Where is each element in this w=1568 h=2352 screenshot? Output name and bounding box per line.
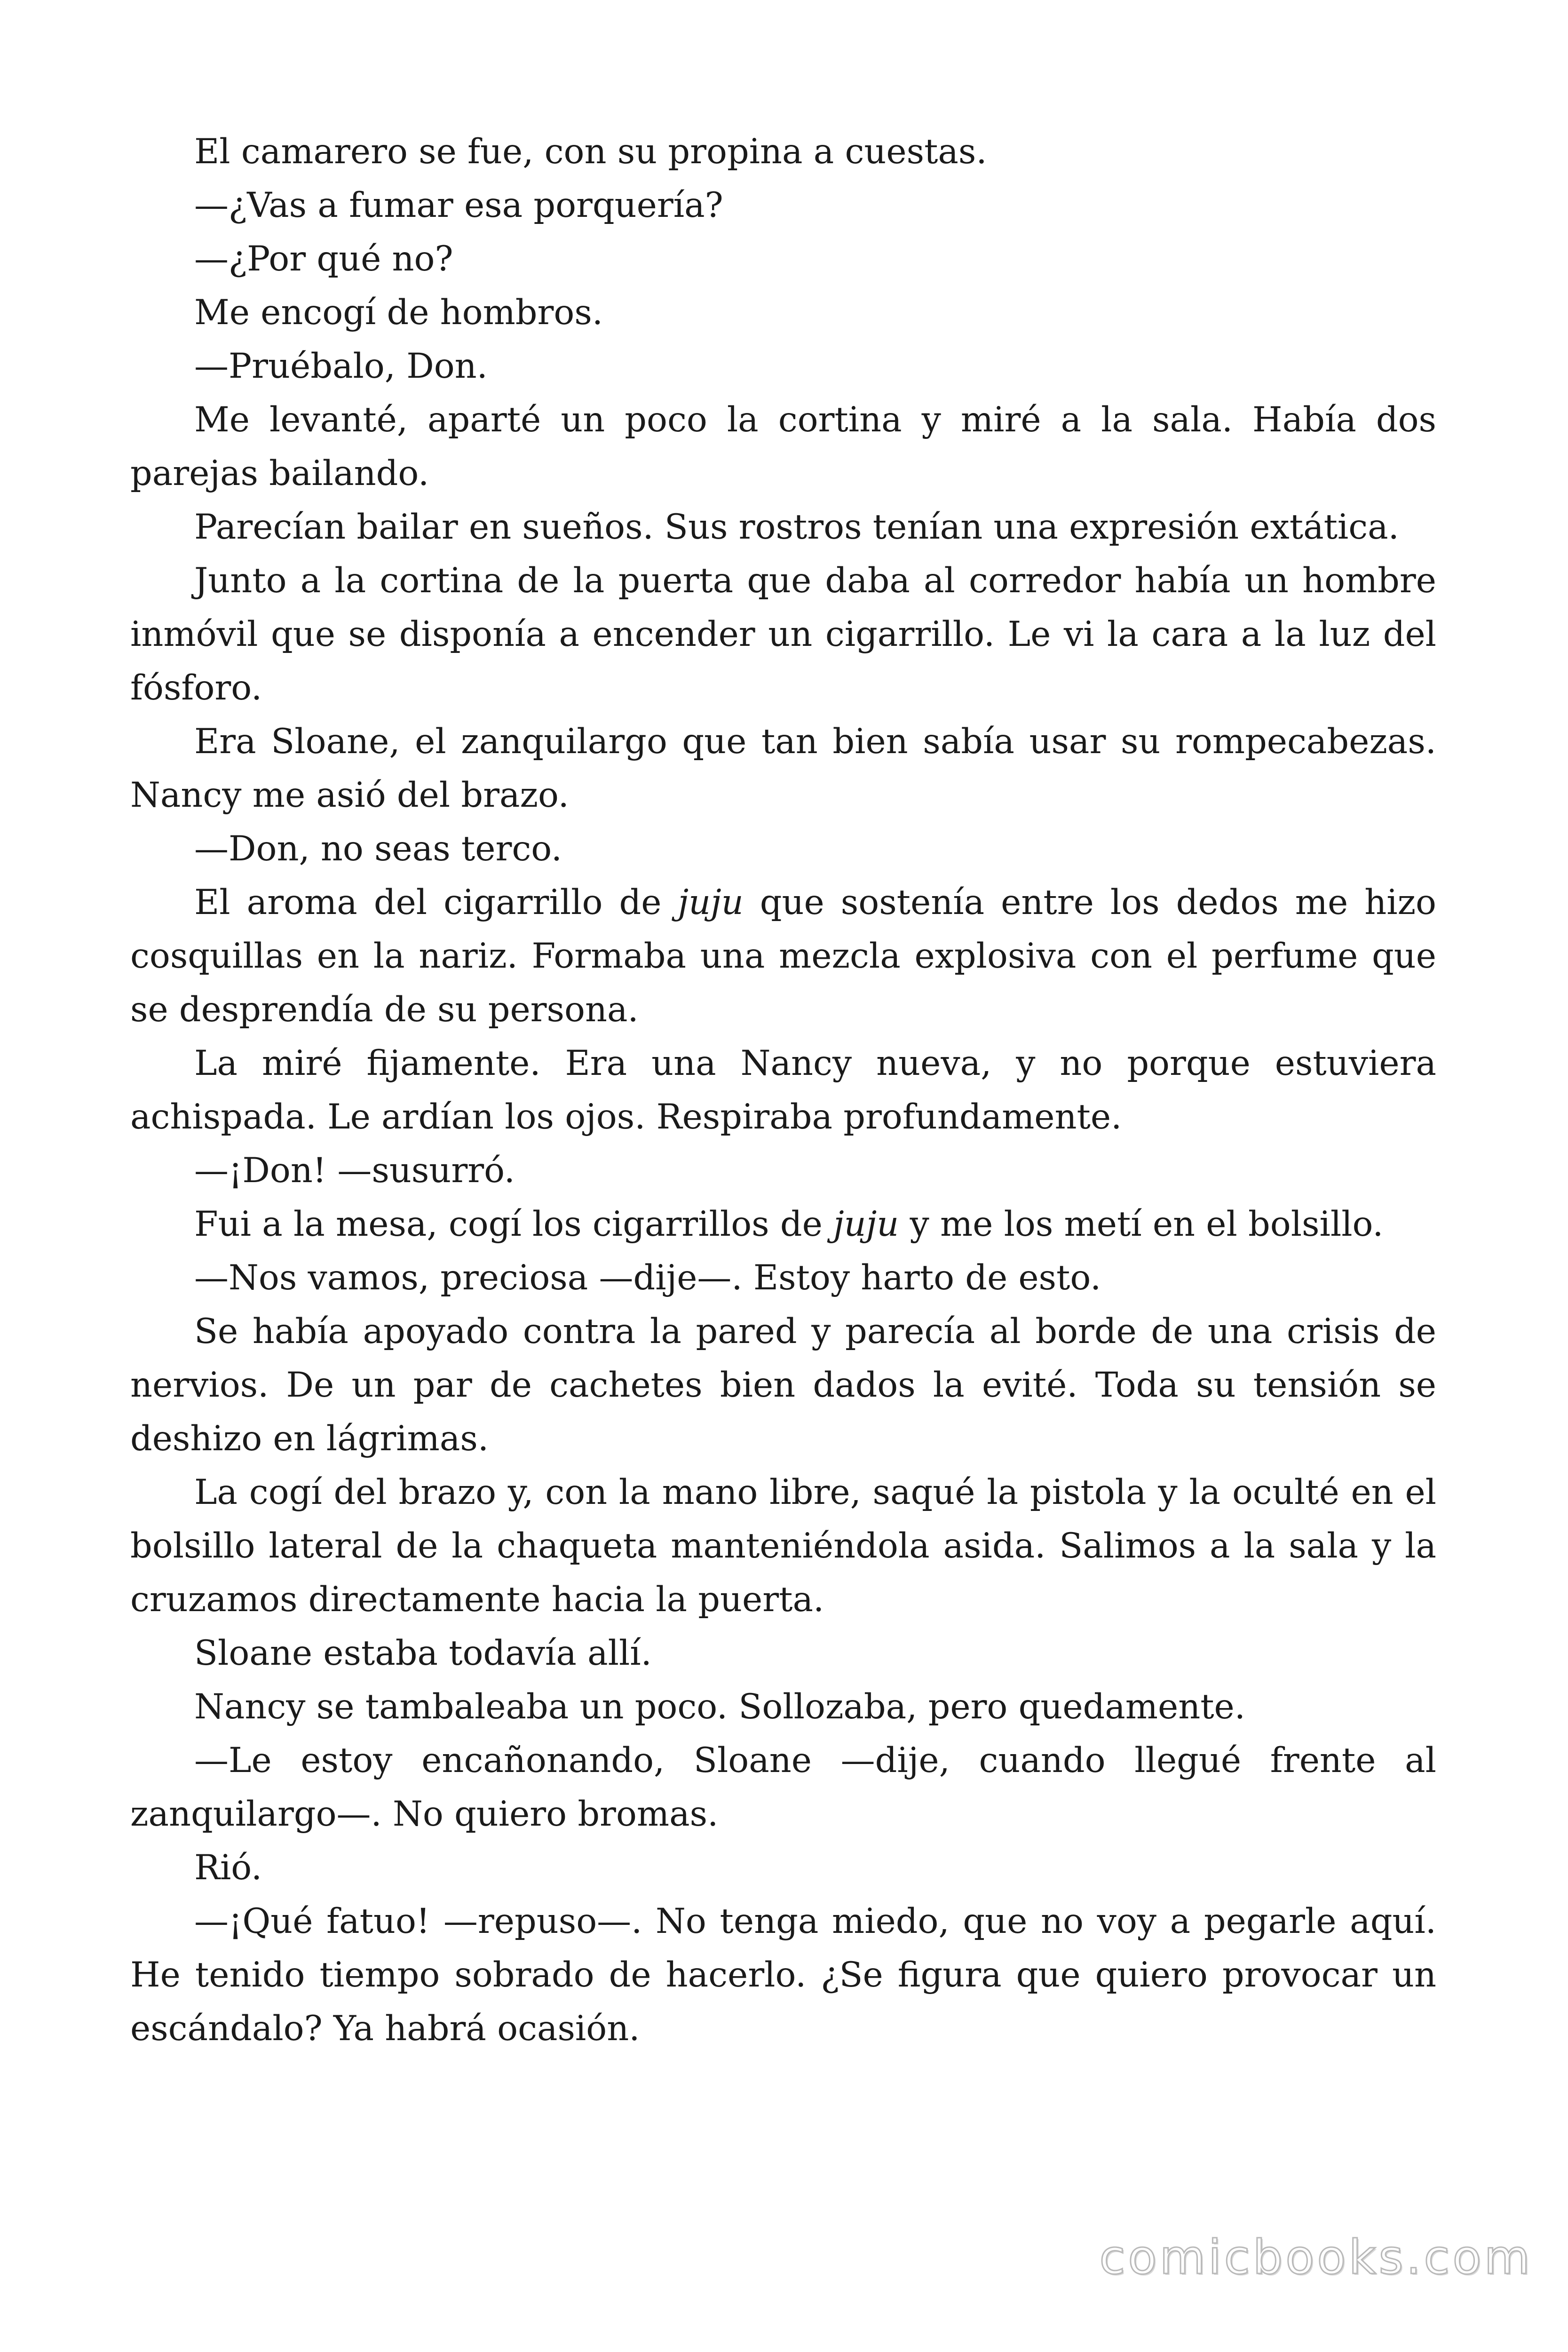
text-run: y me los metí en el bolsillo. — [899, 1204, 1384, 1244]
paragraph — [130, 1466, 1436, 1627]
paragraph — [130, 1198, 1436, 1251]
text-run: —Don, no seas terco. — [194, 829, 562, 869]
paragraph — [130, 501, 1436, 554]
text-run: Me encogí de hombros. — [194, 293, 603, 333]
text-run: —Pruébalo, Don. — [194, 346, 488, 386]
paragraph — [130, 1734, 1436, 1841]
text-run: —¡Don! —susurró. — [194, 1151, 515, 1191]
italic-text-run: juju — [833, 1204, 899, 1244]
text-run: —¡Qué fatuo! —repuso—. No tenga miedo, que no voy a pegarle aquí. He tenido tiempo sobrado de hacerlo. ¿Se figura que quiero provocar un escándalo? Ya habrá ocasión. — [130, 1901, 1436, 2049]
text-run: —Nos vamos, preciosa —dije—. Estoy harto de esto. — [194, 1258, 1101, 1298]
paragraph — [130, 1841, 1436, 1895]
paragraph — [130, 286, 1436, 340]
paragraph — [130, 876, 1436, 1037]
text-run: Era Sloane, el zanquilargo que tan bien sabía usar su rompecabezas. Nancy me asió del brazo. — [130, 722, 1436, 815]
paragraph — [130, 340, 1436, 393]
paragraph — [130, 1251, 1436, 1305]
paragraph — [130, 393, 1436, 501]
text-run: Fui a la mesa, cogí los cigarrillos de — [194, 1204, 833, 1244]
text-run: Me levanté, aparté un poco la cortina y miré a la sala. Había dos parejas bailando. — [130, 400, 1436, 493]
text-run: La miré fijamente. Era una Nancy nueva, y no porque estuviera achispada. Le ardían los ojos. Respiraba profundamente. — [130, 1043, 1436, 1137]
book-page-text — [130, 125, 1436, 2056]
text-run: Sloane estaba todavía allí. — [194, 1633, 652, 1673]
paragraph — [130, 1627, 1436, 1680]
paragraph — [130, 125, 1436, 179]
paragraph — [130, 1305, 1436, 1466]
italic-text-run: juju — [678, 882, 744, 922]
text-run: El aroma del cigarrillo de — [194, 882, 678, 922]
paragraph — [130, 1037, 1436, 1144]
text-run: Nancy se tambaleaba un poco. Sollozaba, pero quedamente. — [194, 1687, 1245, 1727]
text-run: —¿Vas a fumar esa porquería? — [194, 185, 723, 225]
watermark-logo: comicbooks.com — [1099, 2230, 1533, 2285]
paragraph — [130, 822, 1436, 876]
text-run: —Le estoy encañonando, Sloane —dije, cuando llegué frente al zanquilargo—. No quiero bromas. — [130, 1740, 1436, 1834]
paragraph — [130, 1680, 1436, 1734]
text-run: Parecían bailar en sueños. Sus rostros tenían una expresión extática. — [194, 507, 1399, 547]
paragraph — [130, 179, 1436, 232]
paragraph — [130, 715, 1436, 822]
text-run: —¿Por qué no? — [194, 239, 453, 279]
paragraph — [130, 1895, 1436, 2056]
text-run: Se había apoyado contra la pared y parecía al borde de una crisis de nervios. De un par de cachetes bien dados la evité. Toda su tensión se deshizo en lágrimas. — [130, 1311, 1436, 1459]
text-run: El camarero se fue, con su propina a cuestas. — [194, 132, 987, 172]
paragraph — [130, 232, 1436, 286]
paragraph — [130, 1144, 1436, 1198]
text-run: La cogí del brazo y, con la mano libre, saqué la pistola y la oculté en el bolsillo lateral de la chaqueta manteniéndola asida. Salimos a la sala y la cruzamos directamente hacia la puerta. — [130, 1472, 1436, 1620]
text-run: Junto a la cortina de la puerta que daba al corredor había un hombre inmóvil que se disponía a encender un cigarrillo. Le vi la cara a la luz del fósforo. — [130, 561, 1436, 708]
text-run: Rió. — [194, 1848, 262, 1888]
text-run: que sostenía entre los dedos me hizo cosquillas en la nariz. Formaba una mezcla explosiva con el perfume que se desprendía de su persona. — [130, 882, 1436, 1030]
paragraph — [130, 554, 1436, 715]
